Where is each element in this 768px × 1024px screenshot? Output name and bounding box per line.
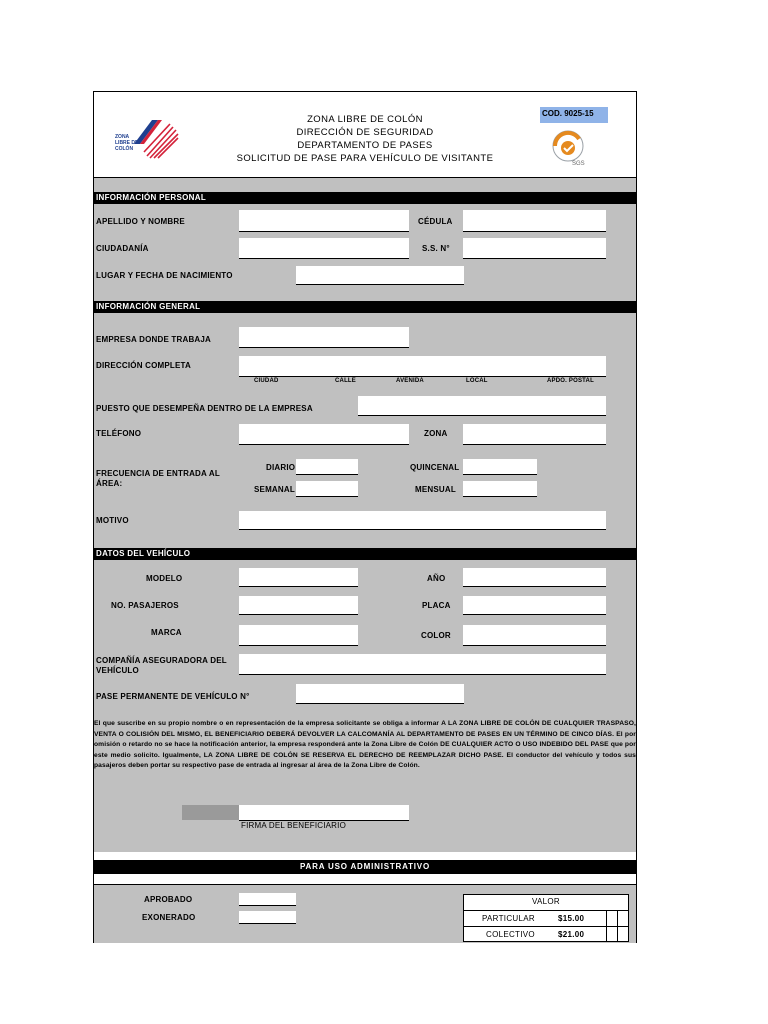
value-checkbox[interactable] <box>617 927 627 942</box>
title-line-1: ZONA LIBRE DE COLÓN <box>307 114 423 125</box>
frequency-label: FRECUENCIA DE ENTRADA AL ÁREA: <box>96 469 220 488</box>
brand-field[interactable] <box>239 625 358 646</box>
declaration-text: El que suscribe en su propio nombre o en representación de la empresa solicitante se obliga a informar A LA ZONA LIBRE DE COLÓN DE CUALQUIER TRASPASO, VENTA O COLISIÓN DEL MISMO, EL BENEFICIARIO DEBERÁ DEVOLVER LA CALCOMANÍA AL DEPARTAMENTO DE PASES EN UN TÉRMINO DE CINCO DÍAS. El por omisión o retardo no se hace la notificación anterior, la empresa responderá ante la Zona Libre de Colón DE CUALQUIER ACTO O USO INDEBIDO DEL PASE que por este medio solicito. Igualmente, LA ZONA LIBRE DE COLÓN SE RESERVA EL DERECHO DE REEMPLAZAR DICHO PASE. El conductor del vehículo y todos sus pasajeros deben portar su respectivo pase de entrada al ingresar al área de la Zona Libre de Colón. <box>94 720 636 769</box>
birth-field[interactable] <box>296 266 464 285</box>
svg-text:SGS: SGS <box>572 161 585 167</box>
value-row-colectivo <box>464 927 628 943</box>
brand-label: MARCA <box>151 628 182 637</box>
name-field[interactable] <box>239 210 409 232</box>
value-header: VALOR <box>531 897 561 906</box>
company-label: EMPRESA DONDE TRABAJA <box>96 335 212 344</box>
birth-label: LUGAR Y FECHA DE NACIMIENTO <box>96 271 233 280</box>
ss-field[interactable] <box>463 238 606 259</box>
reason-label: MOTIVO <box>96 516 129 525</box>
color-field[interactable] <box>463 625 606 646</box>
color-label: COLOR <box>421 631 451 640</box>
model-label: MODELO <box>146 574 183 583</box>
admin-bottom-band <box>94 874 636 885</box>
plate-field[interactable] <box>463 596 606 615</box>
monthly-field[interactable] <box>463 481 537 497</box>
exonerated-label: EXONERADO <box>142 913 196 922</box>
daily-field[interactable] <box>296 459 358 475</box>
value-checkbox[interactable] <box>606 927 616 942</box>
cedula-label: CÉDULA <box>418 217 453 226</box>
svg-text:LIBRE DE: LIBRE DE <box>115 140 139 146</box>
position-label: PUESTO QUE DESEMPEÑA DENTRO DE LA EMPRESA <box>96 404 313 413</box>
citizenship-field[interactable] <box>239 238 409 259</box>
exonerated-field[interactable] <box>239 911 296 924</box>
address-street-caption: CALLE <box>335 378 356 384</box>
phone-label: TELÉFONO <box>96 429 142 438</box>
permanent-pass-label: PASE PERMANENTE DE VEHÍCULO N° <box>96 692 250 701</box>
year-label: AÑO <box>427 574 446 583</box>
approved-label: APROBADO <box>144 895 193 904</box>
company-field[interactable] <box>239 327 409 348</box>
model-field[interactable] <box>239 568 358 587</box>
biweekly-label: QUINCENAL <box>410 463 460 472</box>
section-admin: PARA USO ADMINISTRATIVO <box>94 860 636 874</box>
reason-field[interactable] <box>239 511 606 530</box>
admin-top-band <box>94 852 636 860</box>
address-field[interactable] <box>239 356 606 377</box>
insurer-label: COMPAÑÍA ASEGURADORA DEL VEHÍCULO <box>96 656 227 675</box>
passengers-field[interactable] <box>239 596 358 615</box>
daily-label: DIARIO <box>266 463 296 472</box>
citizenship-label: CIUDADANÍA <box>96 244 149 253</box>
monthly-label: MENSUAL <box>415 485 456 494</box>
signature-field[interactable] <box>239 805 409 821</box>
svg-text:COLÓN: COLÓN <box>115 146 134 152</box>
section-vehicle-data: DATOS DEL VEHÍCULO <box>94 548 636 560</box>
biweekly-field[interactable] <box>463 459 537 475</box>
address-city-caption: CIUDAD <box>254 378 279 384</box>
value-checkbox[interactable] <box>606 911 616 926</box>
value-table <box>463 894 629 942</box>
sgs-certification-icon <box>544 128 594 168</box>
address-postal-caption: APDO. POSTAL <box>547 378 594 384</box>
address-label: DIRECCIÓN COMPLETA <box>96 361 192 370</box>
ss-label: S.S. N° <box>422 244 450 253</box>
value-table-header <box>464 895 628 911</box>
position-field[interactable] <box>358 396 606 416</box>
name-label: APELLIDO Y NOMBRE <box>96 217 185 226</box>
cedula-field[interactable] <box>463 210 606 232</box>
value-type: COLECTIVO <box>486 930 535 939</box>
approved-field[interactable] <box>239 893 296 906</box>
year-field[interactable] <box>463 568 606 587</box>
value-price: $21.00 <box>558 930 585 939</box>
svg-text:ZONA: ZONA <box>115 134 130 140</box>
form-header <box>94 92 636 178</box>
visitor-vehicle-pass-form <box>93 91 637 943</box>
zone-label: ZONA <box>424 429 448 438</box>
address-avenue-caption: AVENIDA <box>396 378 424 384</box>
value-row-particular <box>464 911 628 927</box>
address-local-caption: LOCAL <box>466 378 488 384</box>
section-personal-info: INFORMACIÓN PERSONAL <box>94 192 636 204</box>
phone-field[interactable] <box>239 424 409 445</box>
plate-label: PLACA <box>422 601 451 610</box>
signature-shade <box>182 805 239 820</box>
title-line-4: SOLICITUD DE PASE PARA VEHÍCULO DE VISITANTE <box>236 153 494 164</box>
passengers-label: NO. PASAJEROS <box>111 601 179 610</box>
title-line-3: DEPARTAMENTO DE PASES <box>297 140 433 151</box>
zone-field[interactable] <box>463 424 606 445</box>
title-line-2: DIRECCIÓN DE SEGURIDAD <box>296 127 434 138</box>
weekly-label: SEMANAL <box>254 485 295 494</box>
section-general-info: INFORMACIÓN GENERAL <box>94 301 636 313</box>
permanent-pass-field[interactable] <box>296 684 464 704</box>
value-type: PARTICULAR <box>482 914 535 923</box>
insurer-field[interactable] <box>239 654 606 675</box>
value-price: $15.00 <box>558 914 585 923</box>
value-checkbox[interactable] <box>617 911 627 926</box>
weekly-field[interactable] <box>296 481 358 497</box>
form-code: COD. 9025-15 <box>540 107 608 123</box>
signature-label: FIRMA DEL BENEFICIARIO <box>241 821 347 830</box>
